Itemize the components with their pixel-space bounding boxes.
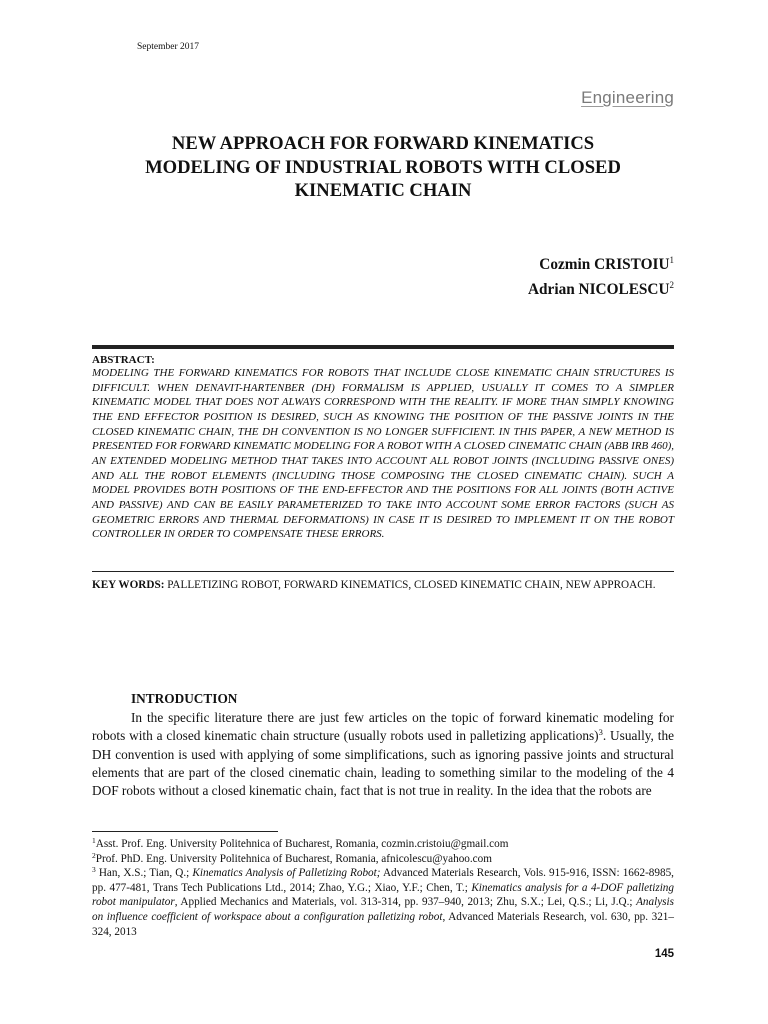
footnote-text: Advanced Materials Research, Vols. 915-916, ISSN: 1662-8985, pp. 477-481, Trans Tech Publications Ltd., 2014; Zhao, Y.G.; Xiao, Y.F.; Chen, T.; bbox=[92, 867, 674, 894]
keywords-text: PALLETIZING ROBOT, FORWARD KINEMATICS, CLOSED KINEMATIC CHAIN, NEW APPROACH. bbox=[164, 579, 656, 591]
footnote bbox=[92, 866, 674, 939]
abstract-bottom-rule bbox=[92, 571, 674, 572]
introduction-heading: INTRODUCTION bbox=[131, 691, 238, 706]
author-affiliation-mark: 2 bbox=[669, 280, 674, 290]
reference-mark: 3 bbox=[598, 727, 603, 738]
footnote-mark: 1 bbox=[92, 836, 96, 845]
section-label: Engineering bbox=[581, 88, 674, 107]
author-list bbox=[528, 250, 674, 300]
title-line: NEW APPROACH FOR FORWARD KINEMATICS bbox=[171, 133, 595, 154]
footnotes bbox=[92, 837, 674, 939]
page-number: 145 bbox=[654, 948, 674, 960]
author-entry bbox=[528, 250, 674, 275]
footnote-mark: 2 bbox=[92, 850, 96, 860]
abstract-heading: ABSTRACT: bbox=[92, 354, 155, 366]
abstract-text: MODELING THE FORWARD KINEMATICS FOR ROBOTS THAT INCLUDE CLOSE KINEMATIC CHAIN STRUCTURES IS DIFFICULT. WHEN DENAVIT-HARTENBER (DH) FORMALISM IS APPLIED, USUALLY IT COMES TO A SIMPLER KINEMATIC MODEL THAT DOES NOT ALWAYS CORRESPOND WITH THE REALITY. IF MORE THAN SIMPLY KNOWING THE END EFFECTOR POSITION IS DESIRED, SUCH AS KNOWING THE POSITION OF THE PASSIVE JOINTS IN THE CLOSED KINEMATIC CHAIN, THE DH CONVENTION IS NO LONGER SUFFICIENT. IN THIS PAPER, A NEW METHOD IS PRESENTED FOR FORWARD KINEMATIC MODELING FOR A ROBOT WITH A CLOSED CINEMATIC CHAIN (ABB IRB 460), AN EXTENDED MODELING METHOD THAT TAKES INTO ACCOUNT ALL ROBOT JOINTS (INCLUDING PASSIVE ONES) AND ALL THE ROBOT ELEMENTS (INCLUDING THOSE COMPOSING THE CLOSED CINEMATIC CHAIN). SUCH A MODEL PROVIDES BOTH POSITIONS OF THE END-EFFECTOR AND THE POSITIONS FOR ALL JOINTS (BOTH ACTIVE AND PASSIVE) AND CAN BE EASILY PARAMETERIZED TO TAKE INTO ACCOUNT SOME ERROR FACTORS (SUCH AS GEOMETRIC ERRORS AND THERMAL DEFORMATIONS) IN CASE IT IS DESIRED TO IMPLEMENT IT ON THE ROBOT CONTROLLER IN ORDER TO COMPENSATE THESE ERRORS. bbox=[92, 367, 674, 541]
footnote-rule bbox=[92, 831, 278, 832]
footnote-text: , Applied Mechanics and Materials, vol. 313-314, pp. 937–940, 2013; Zhu, S.X.; Lei, Q.S.; Li, J.Q.; bbox=[174, 896, 637, 909]
footnote-text: , Advanced Materials Research, vol. 630, pp. 321–324, 2013 bbox=[92, 910, 674, 938]
keywords bbox=[92, 578, 674, 593]
abstract-top-rule bbox=[92, 345, 674, 349]
author-entry bbox=[528, 275, 674, 300]
issue-date: September 2017 bbox=[137, 42, 200, 52]
paper-title bbox=[92, 132, 674, 203]
title-line: MODELING OF INDUSTRIAL ROBOTS WITH CLOSED bbox=[145, 156, 621, 178]
cited-title: Kinematics analysis for a 4-DOF palletizing robot manipulator bbox=[92, 881, 674, 909]
footnote-text: Prof. PhD. Eng. University Politehnica of Bucharest, Romania, afnicolescu@yahoo.com bbox=[95, 852, 492, 865]
footnote bbox=[92, 837, 674, 852]
footnote-text: Asst. Prof. Eng. University Politehnica of Bucharest, Romania, cozmin.cristoiu@gmail.com bbox=[95, 838, 509, 850]
footnote-text: Han, X.S.; Tian, Q.; bbox=[95, 867, 193, 880]
introduction-text: . Usually, the DH convention is used with applying of some simplifications, such as ignoring passive joints and structural elements that are part of the closed cinematic chain, leading to something similar to the modeling of the 4 DOF robots without a closed kinematic chain, fact that is not true in reality. In the idea that the robots are bbox=[92, 728, 675, 799]
footnote bbox=[92, 852, 674, 867]
author-name: Adrian NICOLESCU bbox=[527, 281, 670, 298]
cited-title: Analysis on influence coefficient of workspace about a configuration palletizing robot bbox=[92, 896, 674, 923]
introduction-text: In the specific literature there are just few articles on the topic of forward kinematic modeling for robots with a closed kinematic chain structure (usually robots used in palletizing applications) bbox=[92, 710, 674, 744]
footnote-mark: 3 bbox=[92, 865, 96, 875]
keywords-label: KEY WORDS: bbox=[92, 579, 165, 591]
author-name: Cozmin CRISTOIU bbox=[539, 256, 670, 273]
introduction-paragraph bbox=[92, 709, 674, 800]
cited-title: Kinematics Analysis of Palletizing Robot; bbox=[192, 867, 381, 880]
title-line: KINEMATIC CHAIN bbox=[294, 180, 472, 201]
author-affiliation-mark: 1 bbox=[669, 255, 674, 265]
